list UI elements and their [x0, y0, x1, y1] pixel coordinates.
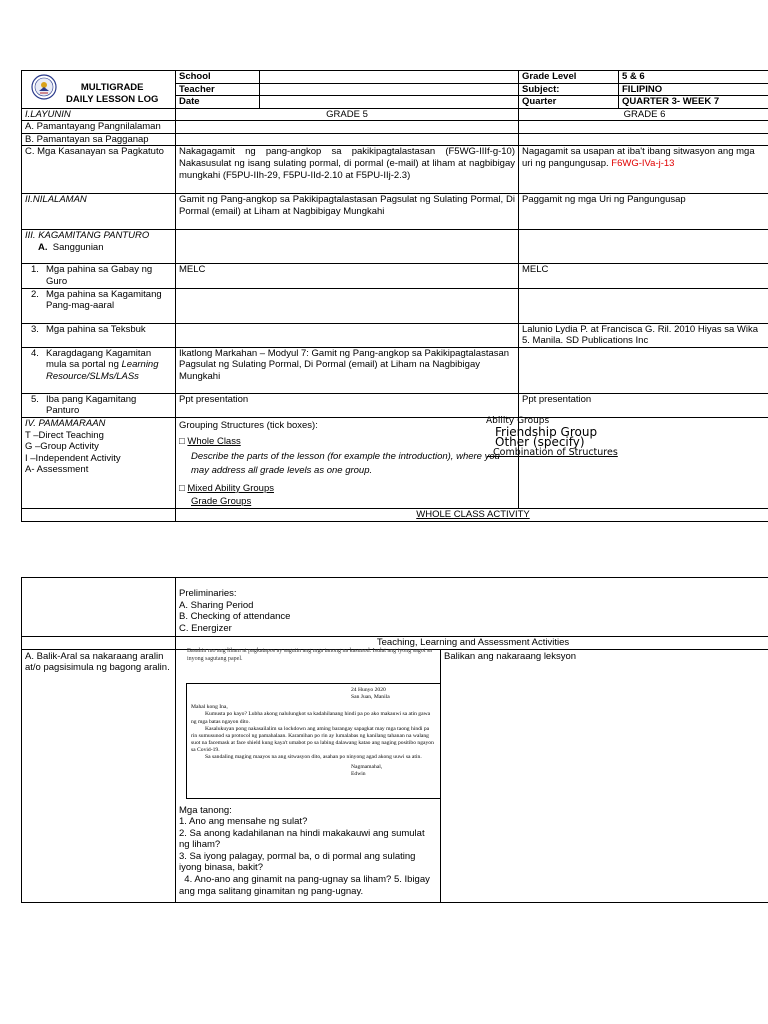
whole-class-activity-left — [22, 508, 176, 521]
letter-paragraph-1: Kumusta po kayo? Lubha akong nalulungkot sa kadahilanang hindi pa po ako makauwi sa atin gawa ng mga batas ngayon dito. — [191, 711, 431, 725]
combination-structures-label — [487, 447, 618, 459]
grade-groups-label: Grade Groups — [191, 496, 252, 508]
log-title-line2: DAILY LESSON LOG — [66, 93, 159, 105]
grade-level-label: Grade Level — [519, 71, 619, 84]
item-2-g6 — [519, 288, 768, 323]
lesson-log-table — [21, 70, 768, 522]
nilalaman-g6: Paggamit ng mga Uri ng Pangungusap — [519, 194, 768, 230]
letter-signature: Edwin — [351, 770, 366, 777]
item-3-label: Mga pahina sa Teksbuk — [46, 323, 146, 335]
item-4-num: 4. — [31, 347, 39, 359]
date-value[interactable] — [260, 96, 519, 109]
grouping-title: Grouping Structures (tick boxes): — [179, 419, 318, 431]
question-3: 3. Sa iyong palagay, pormal ba, o di pormal ang sulating iyong binasa, bakit? — [179, 850, 416, 874]
grouping-description: Describe the parts of the lesson (for example the introduction), where you may address all grade levels as one group. — [191, 451, 500, 476]
preliminary-a: A. Sharing Period — [179, 599, 254, 611]
legend-i: I –Independent Activity — [25, 452, 121, 464]
kagamitan-item-4 — [22, 347, 176, 393]
kagamitan-g6 — [519, 230, 768, 264]
item-4-g6 — [519, 347, 768, 393]
kasanayan-g6-text: Nagagamit sa usapan at iba't ibang sitwasyon ang mga uri ng pangungusap. — [522, 146, 755, 170]
balik-aral-label: A. Balik-Aral sa nakaraang aralin at/o pagsisimula ng bagong aralin. — [22, 649, 176, 902]
item-3-g6: Lalunio Lydia P. at Francisca G. Ril. 2010 Hiyas sa Wika 5. Manila. SD Publications Inc — [519, 323, 768, 347]
preliminaries-left — [22, 578, 176, 637]
item-5-g6: Ppt presentation — [519, 393, 768, 417]
legend-a: A- Assessment — [25, 464, 89, 476]
questions-title: Mga tanong: — [179, 804, 232, 816]
nilalaman-label: II.NILALAMAN — [22, 194, 176, 230]
grade5-header: GRADE 5 — [176, 108, 519, 121]
question-4: 4. Ano-ano ang ginamit na pang-ugnay sa liham? 5. Ibigay ang mga salitang ginamitan ng pang-ugnay. — [179, 874, 433, 897]
pamantayang-nilalaman-label: A. Pamantayang Pangnilalaman — [22, 121, 176, 134]
letter-place: San Juan, Manila — [351, 694, 390, 701]
letter-paragraph-3: Sa sandaling maging maayos na ang sitwasyon dito, asahan po ninyong agad akong uuwi sa atin. — [205, 754, 422, 761]
kasanayan-g6-code: F6WG-IVa-j-13 — [611, 158, 675, 170]
letter-instructions: Basahin mo ang liham at pagkatapos ay sagutin ang mga tanong na kasunod. Isulat ang iyong sagot sa inyong sagutang papel. — [187, 648, 432, 662]
legend-g: G –Group Activity — [25, 441, 99, 453]
teacher-label: Teacher — [176, 83, 260, 96]
item-4-g5: Ikatlong Markahan – Modyul 7: Gamit ng Pang-angkop sa Pakikipagtalastasan Pagsulat ng Sulating Pormal, Di Pormal (email) at Liham na Nagbibigay Mungkahi — [176, 347, 519, 393]
item-5-g5: Ppt presentation — [176, 393, 519, 417]
preliminaries-cell — [176, 578, 768, 637]
pamantayang-nilalaman-g6 — [519, 121, 768, 134]
pamantayan-pagganap-label: B. Pamantayan sa Pagganap — [22, 133, 176, 146]
teaching-header-left — [22, 637, 176, 650]
mixed-ability-label: Mixed Ability Groups — [187, 482, 274, 494]
quarter-label: Quarter — [519, 96, 619, 109]
item-1-label: Mga pahina sa Gabay ng Guro — [46, 264, 153, 288]
kagamitan-item-1 — [22, 264, 176, 288]
other-specify-label: Other (specify) — [495, 435, 585, 449]
layunin-label: I.LAYUNIN — [22, 108, 176, 121]
quarter-value: QUARTER 3- WEEK 7 — [619, 96, 768, 109]
balik-aral-g6: Balikan ang nakaraang leksyon — [441, 649, 768, 902]
subject-label: Subject: — [519, 83, 619, 96]
pamamaraan-cell — [22, 417, 176, 508]
kagamitan-g5 — [176, 230, 519, 264]
item-4-label: Karagdagang Kagamitan mula sa portal ng — [46, 347, 152, 371]
item-3-num: 3. — [31, 323, 39, 335]
preliminary-c: C. Energizer — [179, 622, 232, 634]
log-title-line1: MULTIGRADE — [80, 82, 144, 93]
logo-header-cell — [22, 71, 176, 109]
pamantayan-pagganap-g5 — [176, 133, 519, 146]
kagamitan-item-3 — [22, 323, 176, 347]
ability-groups-label: Ability Groups — [486, 416, 550, 426]
legend-t: T –Direct Teaching — [25, 429, 104, 441]
kasanayan-label: C. Mga Kasanayan sa Pagkatuto — [22, 146, 176, 194]
item-2-num: 2. — [31, 288, 39, 300]
deped-seal-icon — [31, 74, 57, 100]
pamamaraan-label: IV. PAMAMARAAN — [25, 417, 106, 429]
mixed-ability-checkbox[interactable]: □ — [179, 482, 185, 494]
kagamitan-cell — [22, 230, 176, 264]
kasanayan-g6 — [519, 146, 768, 194]
item-2-label: Mga pahina sa Kagamitang Pang-mag-aaral — [46, 288, 162, 312]
school-value[interactable] — [260, 71, 519, 84]
item-1-num: 1. — [31, 264, 39, 276]
nilalaman-g5: Gamit ng Pang-angkop sa Pakikipagtalastasan Pagsulat ng Sulating Pormal, Di Pormal (email) at Liham at Nagbibigay Mungkahi — [176, 194, 519, 230]
kagamitan-item-5 — [22, 393, 176, 417]
friendship-group-label: Friendship Group — [495, 425, 598, 439]
whole-class-checkbox[interactable]: □ — [179, 435, 185, 447]
letter-closing: Nagmamahal, — [351, 763, 383, 770]
letter-salutation: Mahal kong Ina, — [191, 704, 228, 711]
date-label: Date — [176, 96, 260, 109]
combination-structures-text: Combination of Structures — [493, 447, 618, 458]
kagamitan-item-2 — [22, 288, 176, 323]
whole-class-label: Whole Class — [187, 435, 241, 447]
grouping-cell — [176, 417, 519, 508]
subject-value: FILIPINO — [619, 83, 768, 96]
question-1: 1. Ano ang mensahe ng sulat? — [179, 816, 308, 828]
preliminaries-title: Preliminaries: — [179, 588, 237, 599]
teaching-header: Teaching, Learning and Assessment Activities — [176, 637, 768, 650]
item-1-g6: MELC — [519, 264, 768, 288]
item-4-label-em: Learning Resource/SLMs/LASs — [46, 359, 159, 382]
teacher-value[interactable] — [260, 83, 519, 96]
item-3-g5 — [176, 323, 519, 347]
kasanayan-g5: Nakagagamit ng pang-angkop sa pakikipagtalastasan (F5WG-IIIf-g-10) Nakasusulat ng isang sulating pormal, di pormal (e-mail) at liham at nagbibigay mungkahi (F5PU-IIh-29, F5PU-IId-2.10 at F5PU-IIj-2.3) — [176, 146, 519, 194]
letter-image — [186, 683, 441, 799]
kagamitan-label: III. KAGAMITANG PANTURO — [25, 230, 150, 242]
sanggunian-letter: A. — [38, 242, 48, 254]
item-5-label: Iba pang Kagamitang Panturo — [46, 393, 137, 417]
grade-level-value: 5 & 6 — [619, 71, 768, 84]
item-5-num: 5. — [31, 393, 39, 405]
preliminary-b: B. Checking of attendance — [179, 611, 291, 623]
item-1-g5: MELC — [176, 264, 519, 288]
whole-class-activity-cell — [176, 508, 768, 521]
whole-class-activity-label: WHOLE CLASS ACTIVITY — [416, 508, 530, 520]
item-2-g5 — [176, 288, 519, 323]
school-label: School — [176, 71, 260, 84]
letter-date: 24 Hunyo 2020 — [351, 687, 386, 693]
pamantayan-pagganap-g6 — [519, 133, 768, 146]
question-2: 2. Sa anong kadahilanan na hindi makakauwi ang sumulat ng liham? — [179, 827, 425, 851]
sanggunian-label: Sanggunian — [52, 242, 104, 254]
letter-paragraph-2: Kasalukuyan pong nakasailalim sa lockdown ang aming barangay sapagkat may mga taong hindi pa rin sumusunod sa protocol ng pamahalaan. Karamihan po rin ay lumalabas ng kanilang tahanan na walang suot na facemask at face shield kung kaya't umabot po sa labing dalawang katao ang naging positibo ngayon sa Covid-19. — [191, 725, 434, 754]
grade6-header: GRADE 6 — [519, 108, 768, 121]
pamantayang-nilalaman-g5 — [176, 121, 519, 134]
